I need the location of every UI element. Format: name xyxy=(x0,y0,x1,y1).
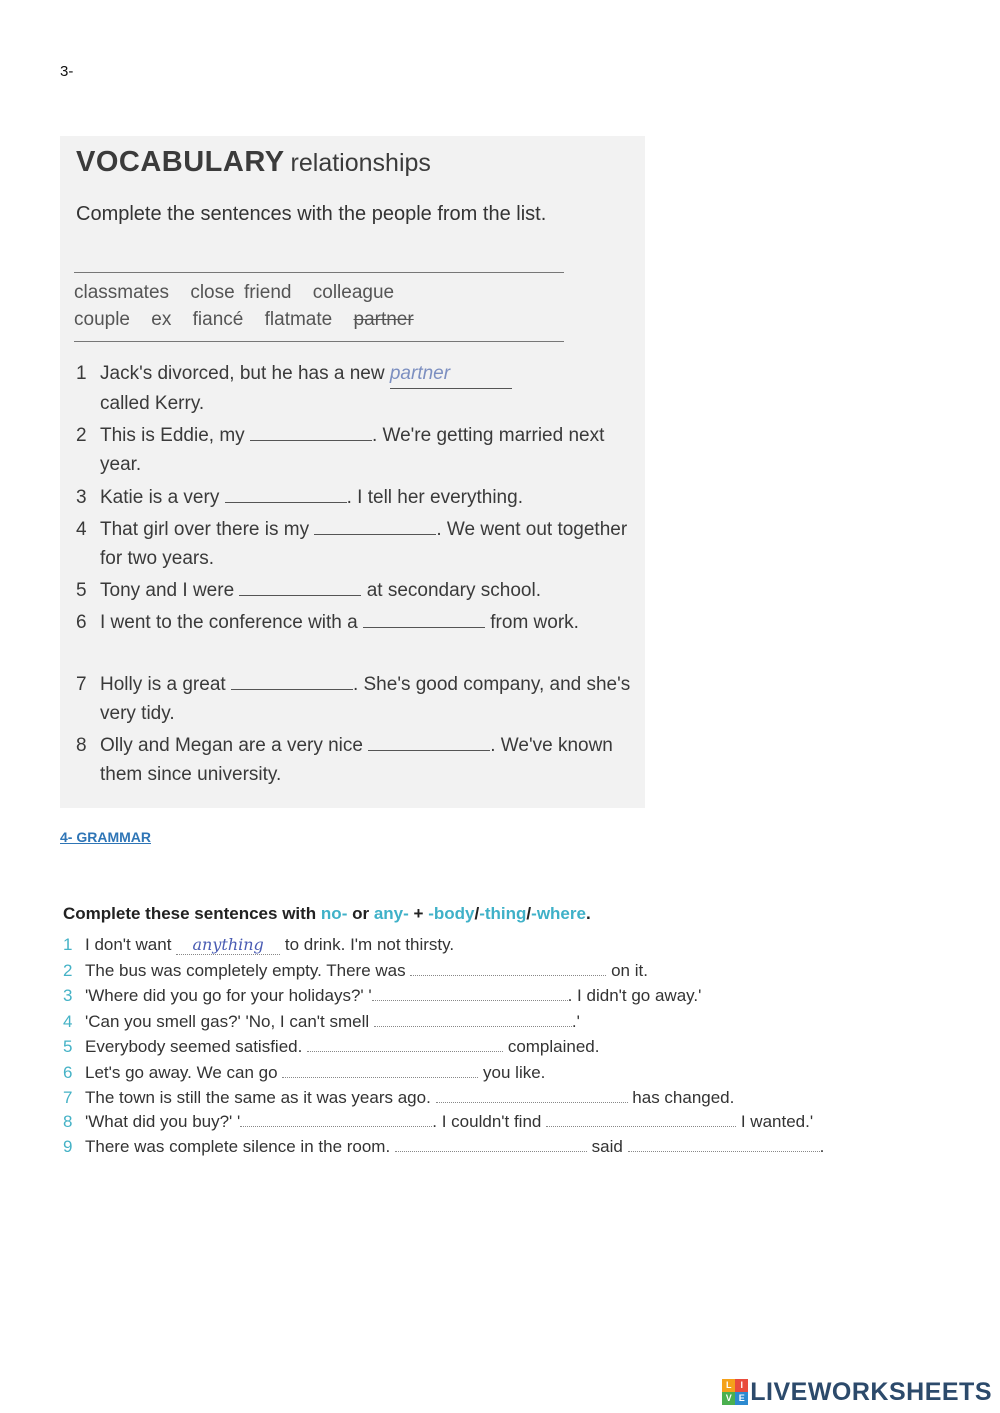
answer-field[interactable] xyxy=(395,1137,587,1152)
item-number: 3 xyxy=(63,986,73,1005)
item-text: That girl over there is my xyxy=(100,519,310,540)
item-text: Everybody seemed satisfied. xyxy=(85,1037,303,1056)
item-text: at secondary school. xyxy=(366,580,541,601)
grammar-item-1 xyxy=(63,935,454,955)
item-text: Jack's divorced, but he has a new xyxy=(100,363,385,384)
grammar-item-7 xyxy=(63,1088,734,1108)
word-item: classmates xyxy=(74,282,170,303)
answer-field[interactable] xyxy=(314,515,436,535)
item-number: 2 xyxy=(63,961,73,980)
item-text: 'Can you smell gas?' 'No, I can't smell xyxy=(85,1012,370,1031)
vocab-item-6 xyxy=(76,608,636,637)
grammar-item-2 xyxy=(63,961,648,981)
word-item: close friend xyxy=(190,282,292,303)
answer-field[interactable] xyxy=(307,1037,503,1052)
answer-field[interactable] xyxy=(240,1112,432,1127)
item-text: I went to the conference with a xyxy=(100,612,358,633)
instruction-plus: + xyxy=(413,904,424,923)
logo-text: LIVEWORKSHEETS xyxy=(750,1377,992,1406)
item-text: from work. xyxy=(490,612,579,633)
instruction-no: no- xyxy=(320,904,348,923)
answer-field[interactable] xyxy=(231,670,353,690)
vocabulary-instruction: Complete the sentences with the people from the list. xyxy=(76,203,547,225)
answer-field[interactable]: anything xyxy=(176,935,280,955)
grammar-item-6 xyxy=(63,1063,545,1083)
vocab-item-1 xyxy=(76,359,636,418)
item-text: . We've known them since university. xyxy=(100,735,613,785)
instruction-any: any- xyxy=(373,904,409,923)
item-text: I don't want xyxy=(85,935,172,954)
vocabulary-heading xyxy=(76,146,431,179)
answer-field[interactable] xyxy=(282,1063,478,1078)
logo-mark-icon xyxy=(722,1379,748,1405)
item-text: to drink. I'm not thirsty. xyxy=(284,935,455,954)
item-number: 1 xyxy=(76,363,87,384)
item-text: complained. xyxy=(507,1037,600,1056)
word-item: fiancé xyxy=(192,309,244,330)
item-text: 'What did you buy?' ' xyxy=(85,1112,241,1131)
item-text: . We're getting married next year. xyxy=(100,425,605,475)
instruction-text: Complete these sentences with xyxy=(63,904,317,923)
item-text: . We went out together for two years. xyxy=(100,519,628,569)
item-number: 3 xyxy=(76,487,87,508)
item-text: 'Where did you go for your holidays?' ' xyxy=(85,986,372,1005)
item-text: said xyxy=(591,1137,623,1156)
item-number: 4 xyxy=(63,1012,73,1031)
item-number: 9 xyxy=(63,1137,73,1156)
word-list-row-2 xyxy=(74,309,426,331)
divider xyxy=(74,272,564,273)
item-text: . She's good company, and she's very tidy. xyxy=(100,674,631,724)
vocab-item-5 xyxy=(76,576,636,605)
answer-field[interactable] xyxy=(368,731,490,751)
instruction-or: or xyxy=(352,904,370,923)
grammar-item-3 xyxy=(63,986,701,1006)
vocab-item-3 xyxy=(76,483,636,512)
vocab-item-8 xyxy=(76,731,636,789)
item-text: . I tell her everything. xyxy=(346,487,523,508)
item-text: I wanted.' xyxy=(740,1112,814,1131)
item-number: 8 xyxy=(63,1112,73,1131)
item-number: 6 xyxy=(63,1063,73,1082)
item-number: 8 xyxy=(76,735,87,756)
item-text: on it. xyxy=(611,961,648,980)
vocabulary-heading-bold: VOCABULARY xyxy=(76,146,285,178)
answer-field[interactable] xyxy=(363,608,485,628)
item-text: you like. xyxy=(483,1063,546,1082)
item-text: . I couldn't find xyxy=(432,1112,542,1131)
item-text: . xyxy=(819,1137,825,1156)
item-text: There was complete silence in the room. xyxy=(85,1137,391,1156)
grammar-instruction xyxy=(63,904,591,924)
answer-field[interactable] xyxy=(546,1112,736,1127)
item-text: This is Eddie, my xyxy=(100,425,245,446)
instruction-period: . xyxy=(585,904,591,923)
liveworksheets-logo xyxy=(722,1378,992,1406)
item-text: has changed. xyxy=(632,1088,735,1107)
item-number: 7 xyxy=(63,1088,73,1107)
vocabulary-heading-topic: relationships xyxy=(290,149,431,177)
instruction-slash: / xyxy=(526,904,532,923)
vocab-item-2 xyxy=(76,421,636,479)
item-text: Tony and I were xyxy=(100,580,235,601)
logo-cell: E xyxy=(735,1392,748,1405)
word-item: colleague xyxy=(312,282,395,303)
item-text: .' xyxy=(571,1012,580,1031)
logo-cell: V xyxy=(722,1392,735,1405)
grammar-item-4 xyxy=(63,1012,580,1032)
item-text: Let's go away. We can go xyxy=(85,1063,278,1082)
item-number: 7 xyxy=(76,674,87,695)
instruction-slash: / xyxy=(474,904,480,923)
item-number: 6 xyxy=(76,612,87,633)
logo-cell: L xyxy=(722,1379,735,1392)
answer-field[interactable] xyxy=(239,576,361,596)
grammar-item-9 xyxy=(63,1137,824,1157)
item-text: The bus was completely empty. There was xyxy=(85,961,406,980)
logo-cell: I xyxy=(735,1379,748,1392)
vocab-item-7 xyxy=(76,670,636,728)
answer-field[interactable]: partner xyxy=(390,359,512,389)
vocab-item-4 xyxy=(76,515,636,573)
grammar-section-title: 4- GRAMMAR xyxy=(60,829,151,845)
answer-field[interactable] xyxy=(250,421,372,441)
divider xyxy=(74,341,564,342)
answer-field[interactable] xyxy=(374,1012,572,1027)
item-text: The town is still the same as it was years ago. xyxy=(85,1088,431,1107)
item-number: 5 xyxy=(76,580,87,601)
section-3-label: 3- xyxy=(60,63,74,80)
word-item: flatmate xyxy=(264,309,333,330)
item-number: 2 xyxy=(76,425,87,446)
instruction-thing: -thing xyxy=(479,904,527,923)
answer-field[interactable] xyxy=(436,1088,628,1103)
word-item: ex xyxy=(151,309,172,330)
word-list-row-1 xyxy=(74,282,406,304)
answer-field[interactable] xyxy=(410,961,606,976)
answer-field[interactable] xyxy=(372,986,568,1001)
item-text: Holly is a great xyxy=(100,674,226,695)
item-text: Olly and Megan are a very nice xyxy=(100,735,363,756)
item-number: 4 xyxy=(76,519,87,540)
word-item-used: partner xyxy=(353,309,414,330)
grammar-item-8 xyxy=(63,1112,813,1132)
instruction-body: -body xyxy=(428,904,475,923)
item-number: 5 xyxy=(63,1037,73,1056)
item-text: called Kerry. xyxy=(100,393,205,414)
item-number: 1 xyxy=(63,935,73,954)
answer-field[interactable] xyxy=(628,1137,820,1152)
instruction-where: -where xyxy=(531,904,586,923)
item-text: . I didn't go away.' xyxy=(567,986,702,1005)
grammar-item-5 xyxy=(63,1037,599,1057)
word-item: couple xyxy=(74,309,130,330)
vocabulary-exercise xyxy=(60,136,645,808)
item-text: Katie is a very xyxy=(100,487,220,508)
answer-field[interactable] xyxy=(225,483,347,503)
